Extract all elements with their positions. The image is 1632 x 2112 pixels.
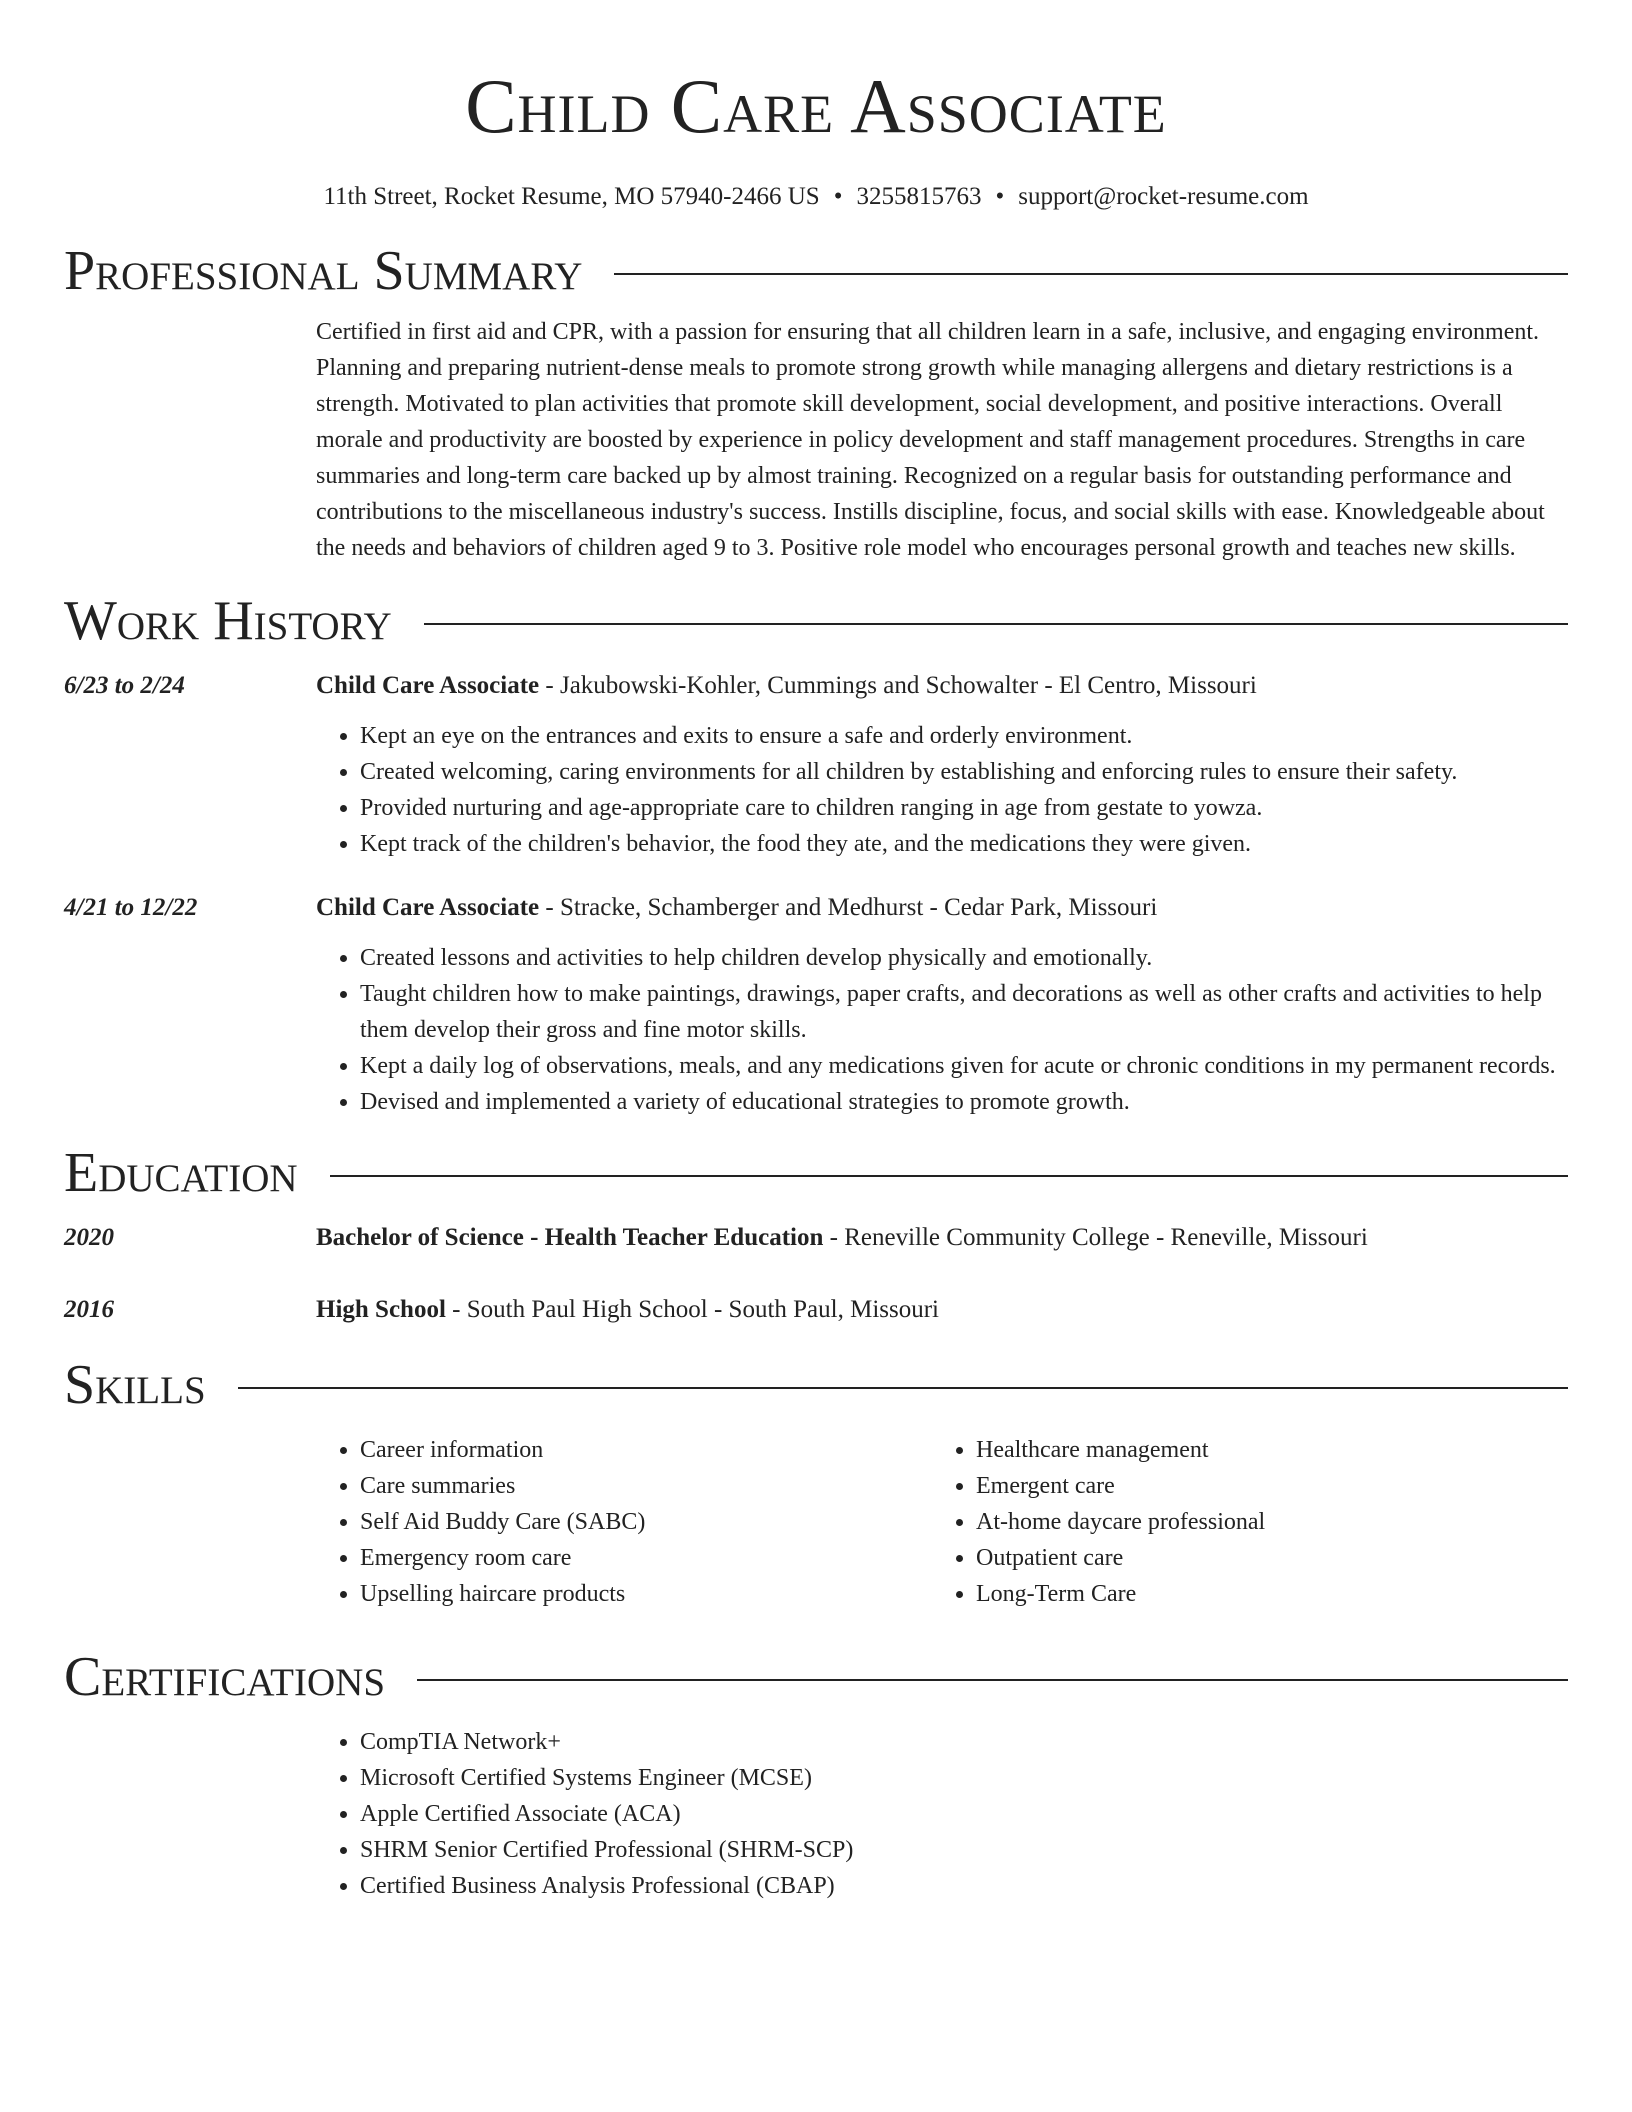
education-year: 2020 (64, 1224, 114, 1251)
list-item: • Care summaries (360, 1468, 932, 1504)
list-item: • Emergent care (976, 1468, 1568, 1504)
section-heading (64, 1140, 1568, 1206)
summary-heading: Professional Summary (64, 240, 583, 302)
contact-line (64, 180, 1568, 214)
list-item: • Certified Business Analysis Professional (CBAP) (360, 1868, 1568, 1904)
job-title-line (316, 668, 1568, 704)
education-heading: Education (64, 1142, 298, 1204)
list-item: • Kept a daily log of observations, meals, and any medications given for acute or chronic conditions in my permanent records. (360, 1048, 1568, 1084)
work-history-section (64, 588, 1568, 1120)
summary-text: Certified in first aid and CPR, with a passion for ensuring that all children learn in a safe, inclusive, and engaging environment. Planning and preparing nutrient-dense meals to promote strong growth while managing allergens and dietary restrictions is a strength. Motivated to plan activities that promote skill development, social development, and positive interactions. Overall morale and productivity are boosted by experience in policy development and staff management procedures. Strengths in care summaries and long-term care backed up by almost training. Recognized on a regular basis for outstanding performance and contributions to the miscellaneous industry's success. Instills discipline, focus, and social skills with ease. Knowledgeable about the needs and behaviors of children aged 9 to 3. Positive role model who encourages personal growth and teaches new skills. (316, 319, 1545, 561)
list-item: • Apple Certified Associate (ACA) (360, 1796, 1568, 1832)
list-item: • Healthcare management (976, 1432, 1568, 1468)
candidate-name: Child Care Associate (465, 63, 1167, 149)
job-employer: - Jakubowski-Kohler, Cummings and Schowalter - El Centro, Missouri (539, 672, 1257, 699)
list-item: • At-home daycare professional (976, 1504, 1568, 1540)
section-rule (238, 1387, 1568, 1389)
education-line (316, 1292, 1568, 1328)
section-heading (64, 588, 1568, 654)
job-bullets (316, 718, 1568, 862)
education-school: - South Paul High School - South Paul, Missouri (445, 1296, 939, 1323)
section-heading (64, 238, 1568, 304)
list-item: • Outpatient care (976, 1540, 1568, 1576)
list-item: • Kept an eye on the entrances and exits to ensure a safe and orderly environment. (360, 718, 1568, 754)
job-bullets (316, 940, 1568, 1120)
job-dates: 4/21 to 12/22 (64, 894, 198, 921)
education-section (64, 1140, 1568, 1328)
section-rule (417, 1679, 1568, 1681)
list-item: • SHRM Senior Certified Professional (SHRM-SCP) (360, 1832, 1568, 1868)
skills-heading: Skills (64, 1354, 206, 1416)
skills-section (64, 1352, 1568, 1612)
section-rule (330, 1175, 1568, 1177)
contact-separator: • (995, 183, 1005, 210)
certifications-heading: Certifications (64, 1646, 386, 1708)
section-rule (424, 623, 1568, 625)
list-item: • Kept track of the children's behavior, the food they ate, and the medications they were given. (360, 826, 1568, 862)
education-entry (64, 1220, 1568, 1256)
email-link[interactable]: support@rocket-resume.com (1018, 183, 1309, 210)
job-dates: 6/23 to 2/24 (64, 672, 185, 699)
list-item: • Devised and implemented a variety of educational strategies to promote growth. (360, 1084, 1568, 1120)
resume-header (64, 0, 1568, 214)
job-title: Child Care Associate (316, 672, 540, 699)
job-title-line (316, 890, 1568, 926)
list-item: • Provided nurturing and age-appropriate care to children ranging in age from gestate to yowza. (360, 790, 1568, 826)
address: 11th Street, Rocket Resume, MO 57940-2466 US (323, 183, 820, 210)
education-school: - Reneville Community College - Reneville, Missouri (823, 1224, 1368, 1251)
list-item: • CompTIA Network+ (360, 1724, 1568, 1760)
list-item: • Emergency room care (360, 1540, 932, 1576)
list-item: • Created lessons and activities to help children develop physically and emotionally. (360, 940, 1568, 976)
skills-column-right (932, 1432, 1568, 1612)
list-item: • Long-Term Care (976, 1576, 1568, 1612)
job-header (64, 890, 1568, 926)
education-entry (64, 1292, 1568, 1328)
job-header (64, 668, 1568, 704)
job-employer: - Stracke, Schamberger and Medhurst - Cedar Park, Missouri (539, 894, 1158, 921)
contact-separator: • (833, 183, 843, 210)
list-item: • Taught children how to make paintings, drawings, paper crafts, and decorations as well as other crafts and activities to help them develop their gross and fine motor skills. (360, 976, 1568, 1048)
phone: 3255815763 (856, 183, 982, 210)
list-item: • Microsoft Certified Systems Engineer (MCSE) (360, 1760, 1568, 1796)
certifications-list (316, 1724, 1568, 1904)
job-entry (64, 890, 1568, 1120)
list-item: • Upselling haircare products (360, 1576, 932, 1612)
education-degree: High School (316, 1296, 446, 1323)
list-item: • Career information (360, 1432, 932, 1468)
education-year: 2016 (64, 1296, 114, 1323)
job-entry (64, 668, 1568, 862)
list-item: • Created welcoming, caring environments for all children by establishing and enforcing rules to ensure their safety. (360, 754, 1568, 790)
section-rule (614, 273, 1568, 275)
skills-grid (316, 1432, 1568, 1612)
education-degree: Bachelor of Science - Health Teacher Education (316, 1224, 824, 1251)
job-title: Child Care Associate (316, 894, 540, 921)
section-heading (64, 1644, 1568, 1710)
certifications-section (64, 1644, 1568, 1904)
work-history-heading: Work History (64, 590, 392, 652)
section-heading (64, 1352, 1568, 1418)
list-item: • Self Aid Buddy Care (SABC) (360, 1504, 932, 1540)
skills-column-left (316, 1432, 932, 1612)
education-line (316, 1220, 1568, 1256)
summary-section (64, 238, 1568, 566)
